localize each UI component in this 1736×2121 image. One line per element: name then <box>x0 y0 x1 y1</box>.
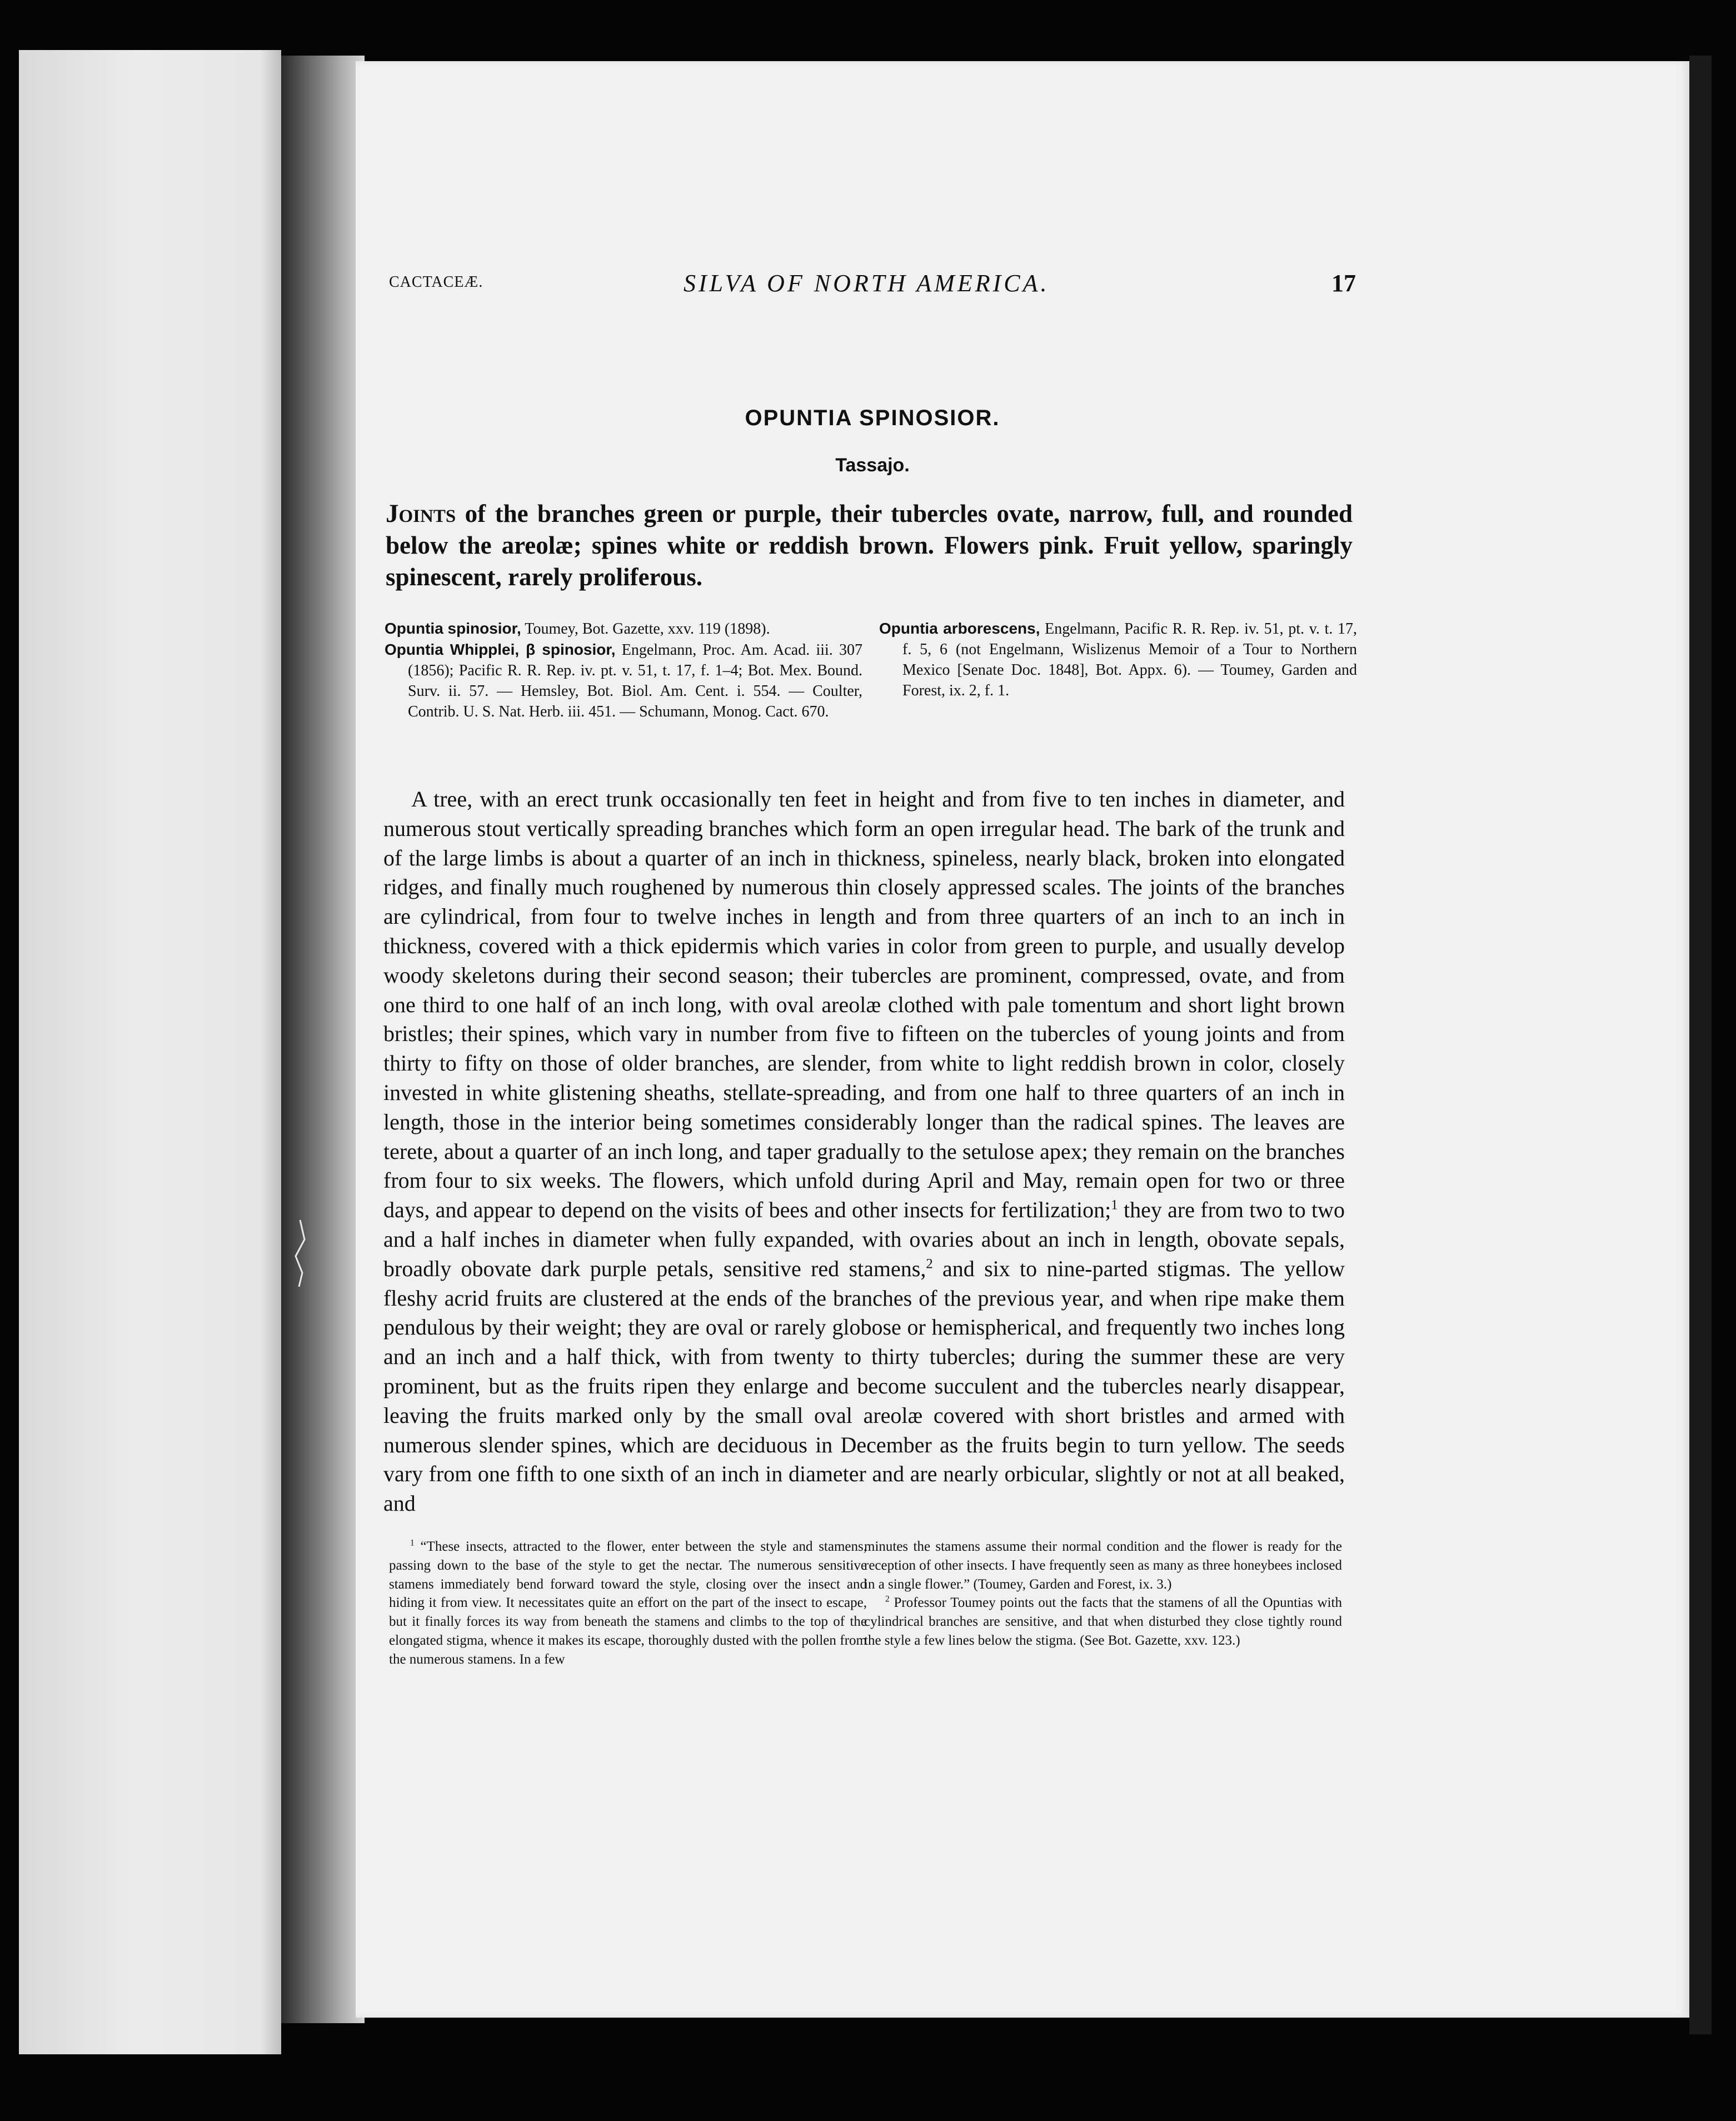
gutter-shadow <box>281 56 365 2023</box>
running-head <box>389 269 1356 302</box>
footnote-1-text: “These insects, attracted to the flower, enter between the style and stamens, passing down to the base of the style to get the nectar. The numerous sensitive stamens immediately bend forward toward the style, closing over the insect and hiding it from view. It necessitates quite an effort on the part of the insect to escape, but it finally forces its way from beneath the stamens and climbs to the top of the elongated stigma, whence it makes its escape, thoroughly dusted with the pollen from the numerous stamens. In a few <box>389 1539 867 1667</box>
diagnosis-lead-word: Joints <box>386 499 456 528</box>
synonym-entry <box>385 618 862 639</box>
page-edge-right <box>1689 56 1712 2034</box>
synonym-citation: Engelmann, Proc. Am. Acad. iii. 307 (1856); Pacific R. R. Rep. iv. pt. v. 51, t. 17, f. 1–4; Bot. Mex. Bound. Surv. ii. 57. — Hemsley, Bot. Biol. Am. Cent. i. 554. — Coulter, Contrib. U. S. Nat. Herb. iii. 451. — Schumann, Monog. Cact. 670. <box>408 641 862 720</box>
synonym-entry <box>879 618 1357 701</box>
footnote-ref-1: 1 <box>1111 1197 1118 1213</box>
running-head-book-title: SILVA OF NORTH AMERICA. <box>684 270 1050 297</box>
synonym-entry <box>385 639 862 722</box>
footnote-2-text: Professor Toumey points out the facts that the stamens of all the Opuntias with cylindrical branches are sensitive, and that when disturbed they close tightly round the style a few lines below the stigma. (See Bot. Gazette, xxv. 123.) <box>864 1595 1342 1648</box>
synonymy-left-column <box>385 618 862 722</box>
synonym-name: Opuntia spinosior, <box>385 620 521 637</box>
description-text-part1: A tree, with an erect trunk occasionally ten feet in height and from five to ten inches in diameter, and numerous stout vertically spreading branches which form an open irregular head. The bark of the trunk and of the large limbs is about a quarter of an inch in thickness, spineless, nearly black, broken into elongated ridges, and finally much roughened by numerous thin closely appressed scales. The joints of the branches are cylindrical, from four to twelve inches in length and from three quarters of an inch to an inch in thickness, covered with a thick epidermis which varies in color from green to purple, and usually develop woody skeletons during their second season; their tubercles are prominent, compressed, ovate, and from one third to one half of an inch long, with oval areolæ clothed with pale tomentum and short light brown bristles; their spines, which vary in number from five to fifteen on the tubercles of young joints and from thirty to fifty on those of older branches, are slender, from white to light reddish brown in color, closely invested in white glistening sheaths, stellate-spreading, and from one half to three quarters of an inch in length, those in the interior being sometimes considerably longer than the radical spines. The leaves are terete, about a quarter of an inch long, and taper gradually to the setulose apex; they remain on the branches from four to six weeks. The flowers, which unfold during April and May, remain open for two or three days, and appear to depend on the visits of bees and other insects for fertilization; <box>383 786 1345 1223</box>
description-paragraph <box>383 785 1345 1518</box>
species-diagnosis <box>386 498 1353 593</box>
synonym-citation: Toumey, Bot. Gazette, xxv. 119 (1898). <box>521 620 770 638</box>
margin-mark <box>289 1217 311 1289</box>
common-name: Tassajo. <box>835 455 910 476</box>
description-text-part2: they are from two to two and a half inches in diameter when fully expanded, with ovaries about an inch in length, obovate sepals, broadly obovate dark purple petals, sensitive red stamens, <box>383 1197 1345 1281</box>
footnote-left-column <box>389 1537 867 1669</box>
facing-page-edge <box>19 50 281 2054</box>
footnote-ref-2: 2 <box>926 1256 933 1272</box>
running-head-family: CACTACEÆ. <box>389 273 483 291</box>
species-title: OPUNTIA SPINOSIOR. <box>745 406 1000 430</box>
synonym-name: Opuntia arborescens, <box>879 620 1040 637</box>
synonym-citation: Engelmann, Pacific R. R. Rep. iv. 51, pt. v. t. 17, f. 5, 6 (not Engelmann, Wislizenus Memoir of a Tour to Northern Mexico [Senate Doc. 1848], Bot. Appx. 6). — Toumey, Garden and Forest, ix. 2, f. 1. <box>902 620 1357 699</box>
synonymy-right-column <box>879 618 1357 701</box>
description-text-part3: and six to nine-parted stigmas. The yellow fleshy acrid fruits are clustered at the ends of the branches of the previous year, and when ripe make them pendulous by their weight; they are oval or rarely globose or hemispherical, and frequently two inches long and an inch and a half thick, with from twenty to thirty tubercles; during the summer these are very prominent, but as the fruits ripen they enlarge and become succulent and the tubercles nearly disappear, leaving the fruits marked only by the small oval areolæ covered with short bristles and armed with numerous slender spines, which are deciduous in December as the fruits begin to turn yellow. The seeds vary from one fifth to one sixth of an inch in diameter and are nearly orbicular, slightly or not at all beaked, and <box>383 1256 1345 1516</box>
page-number: 17 <box>1331 270 1356 297</box>
footnote-1-continuation: minutes the stamens assume their normal condition and the flower is ready for the reception of other insects. I have frequently seen as many as three honeybees inclosed in a single flower.” (Toumey, Garden and Forest, ix. 3.) <box>864 1539 1342 1592</box>
footnote-right-column <box>864 1537 1342 1650</box>
synonym-name: Opuntia Whipplei, β spinosior, <box>385 641 616 658</box>
footnote-2-marker: 2 <box>885 1595 890 1605</box>
footnote-2 <box>864 1594 1342 1650</box>
diagnosis-text: of the branches green or purple, their tubercles ovate, narrow, full, and rounded below the areolæ; spines white or reddish brown. Flowers pink. Fruit yellow, sparingly spinescent, rarely proliferous. <box>386 500 1353 591</box>
footnote-1-marker: 1 <box>410 1538 415 1548</box>
